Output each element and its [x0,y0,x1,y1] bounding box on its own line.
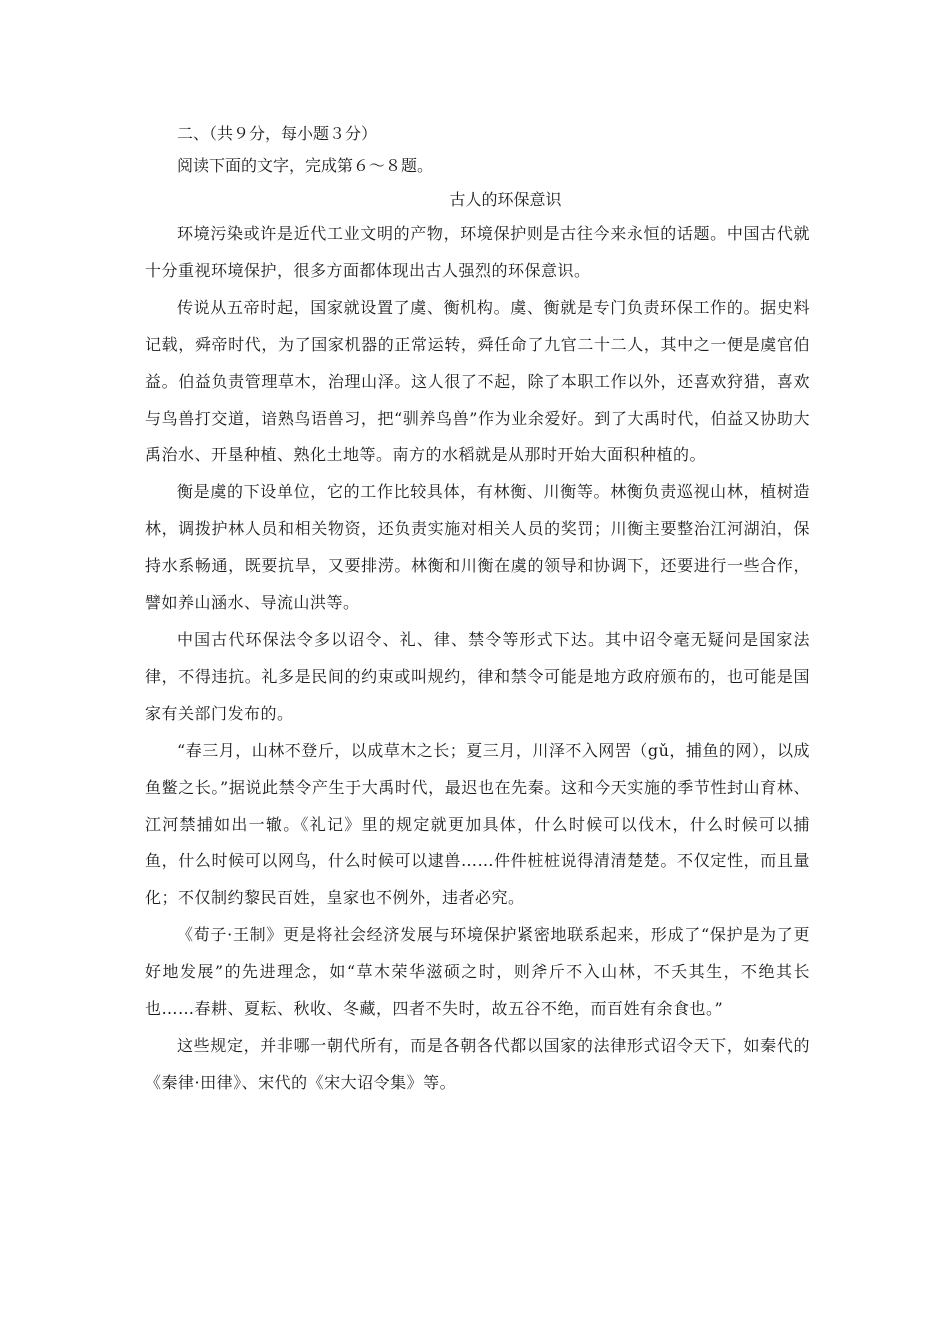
paragraph-1: 环境污染或许是近代工业文明的产物，环境保护则是古往今来永恒的话题。中国古代就十分重视环境保护，很多方面都体现出古人强烈的环保意识。 [145,224,810,280]
paragraph-5: “春三月，山林不登斤，以成草木之长；夏三月，川泽不入网罟（gǔ，捕鱼的网），以成鱼鳖之长。”据说此禁令产生于大禹时代，最迟也在先秦。这和今天实施的季节性封山育林、江河禁捕如出一辙。《礼记》里的规定就更加具体，什么时候可以伐木，什么时候可以捕鱼，什么时候可以网鸟，什么时候可以逮兽……件件桩桩说得清清楚楚。不仅定性，而且量化；不仅制约黎民百姓，皇家也不例外，违者必究。 [145,740,810,908]
paragraph-3: 衡是虞的下设单位，它的工作比较具体，有林衡、川衡等。林衡负责巡视山林，植树造林，调拨护林人员和相关物资，还负责实施对相关人员的奖罚；川衡主要整治江河湖泊，保持水系畅通，既要抗旱，又要排涝。林衡和川衡在虞的领导和协调下，还要进行一些合作，譬如养山涵水、导流山洪等。 [145,482,810,613]
article-title: 古人的环保意识 [449,190,562,209]
reading-instruction: 阅读下面的文字，完成第６～８题。 [177,156,434,175]
section-header: 二、（共９分，每小题３分） [177,124,378,143]
document-content [145,120,810,1102]
paragraph-7: 这些规定，并非哪一朝代所有，而是各朝各代都以国家的法律形式诏令天下，如秦代的《秦律·田律》、宋代的《宋大诏令集》等。 [145,1035,810,1092]
paragraph-2: 传说从五帝时起，国家就设置了虞、衡机构。虞、衡就是专门负责环保工作的。据史料记载，舜帝时代，为了国家机器的正常运转，舜任命了九官二十二人，其中之一便是虞官伯益。伯益负责管理草木，治理山泽。这人很了不起，除了本职工作以外，还喜欢狩猎，喜欢与鸟兽打交道，谙熟鸟语兽习，把“驯养鸟兽”作为业余爱好。到了大禹时代，伯益又协助大禹治水、开垦种植、熟化土地等。南方的水稻就是从那时开始大面积种植的。 [145,297,810,465]
paragraph-6: 《荀子·王制》更是将社会经济发展与环境保护紧密地联系起来，形成了“保护是为了更好地发展”的先进理念，如“草木荣华滋硕之时，则斧斤不入山林，不夭其生，不绝其长也……春耕、夏耘、秋收、冬藏，四者不失时，故五谷不绝，而百姓有余食也。” [145,925,810,1019]
paragraph-4: 中国古代环保法令多以诏令、礼、律、禁令等形式下达。其中诏令毫无疑问是国家法律，不得违抗。礼多是民间的约束或叫规约，律和禁令可能是地方政府颁布的，也可能是国家有关部门发布的。 [145,629,810,723]
